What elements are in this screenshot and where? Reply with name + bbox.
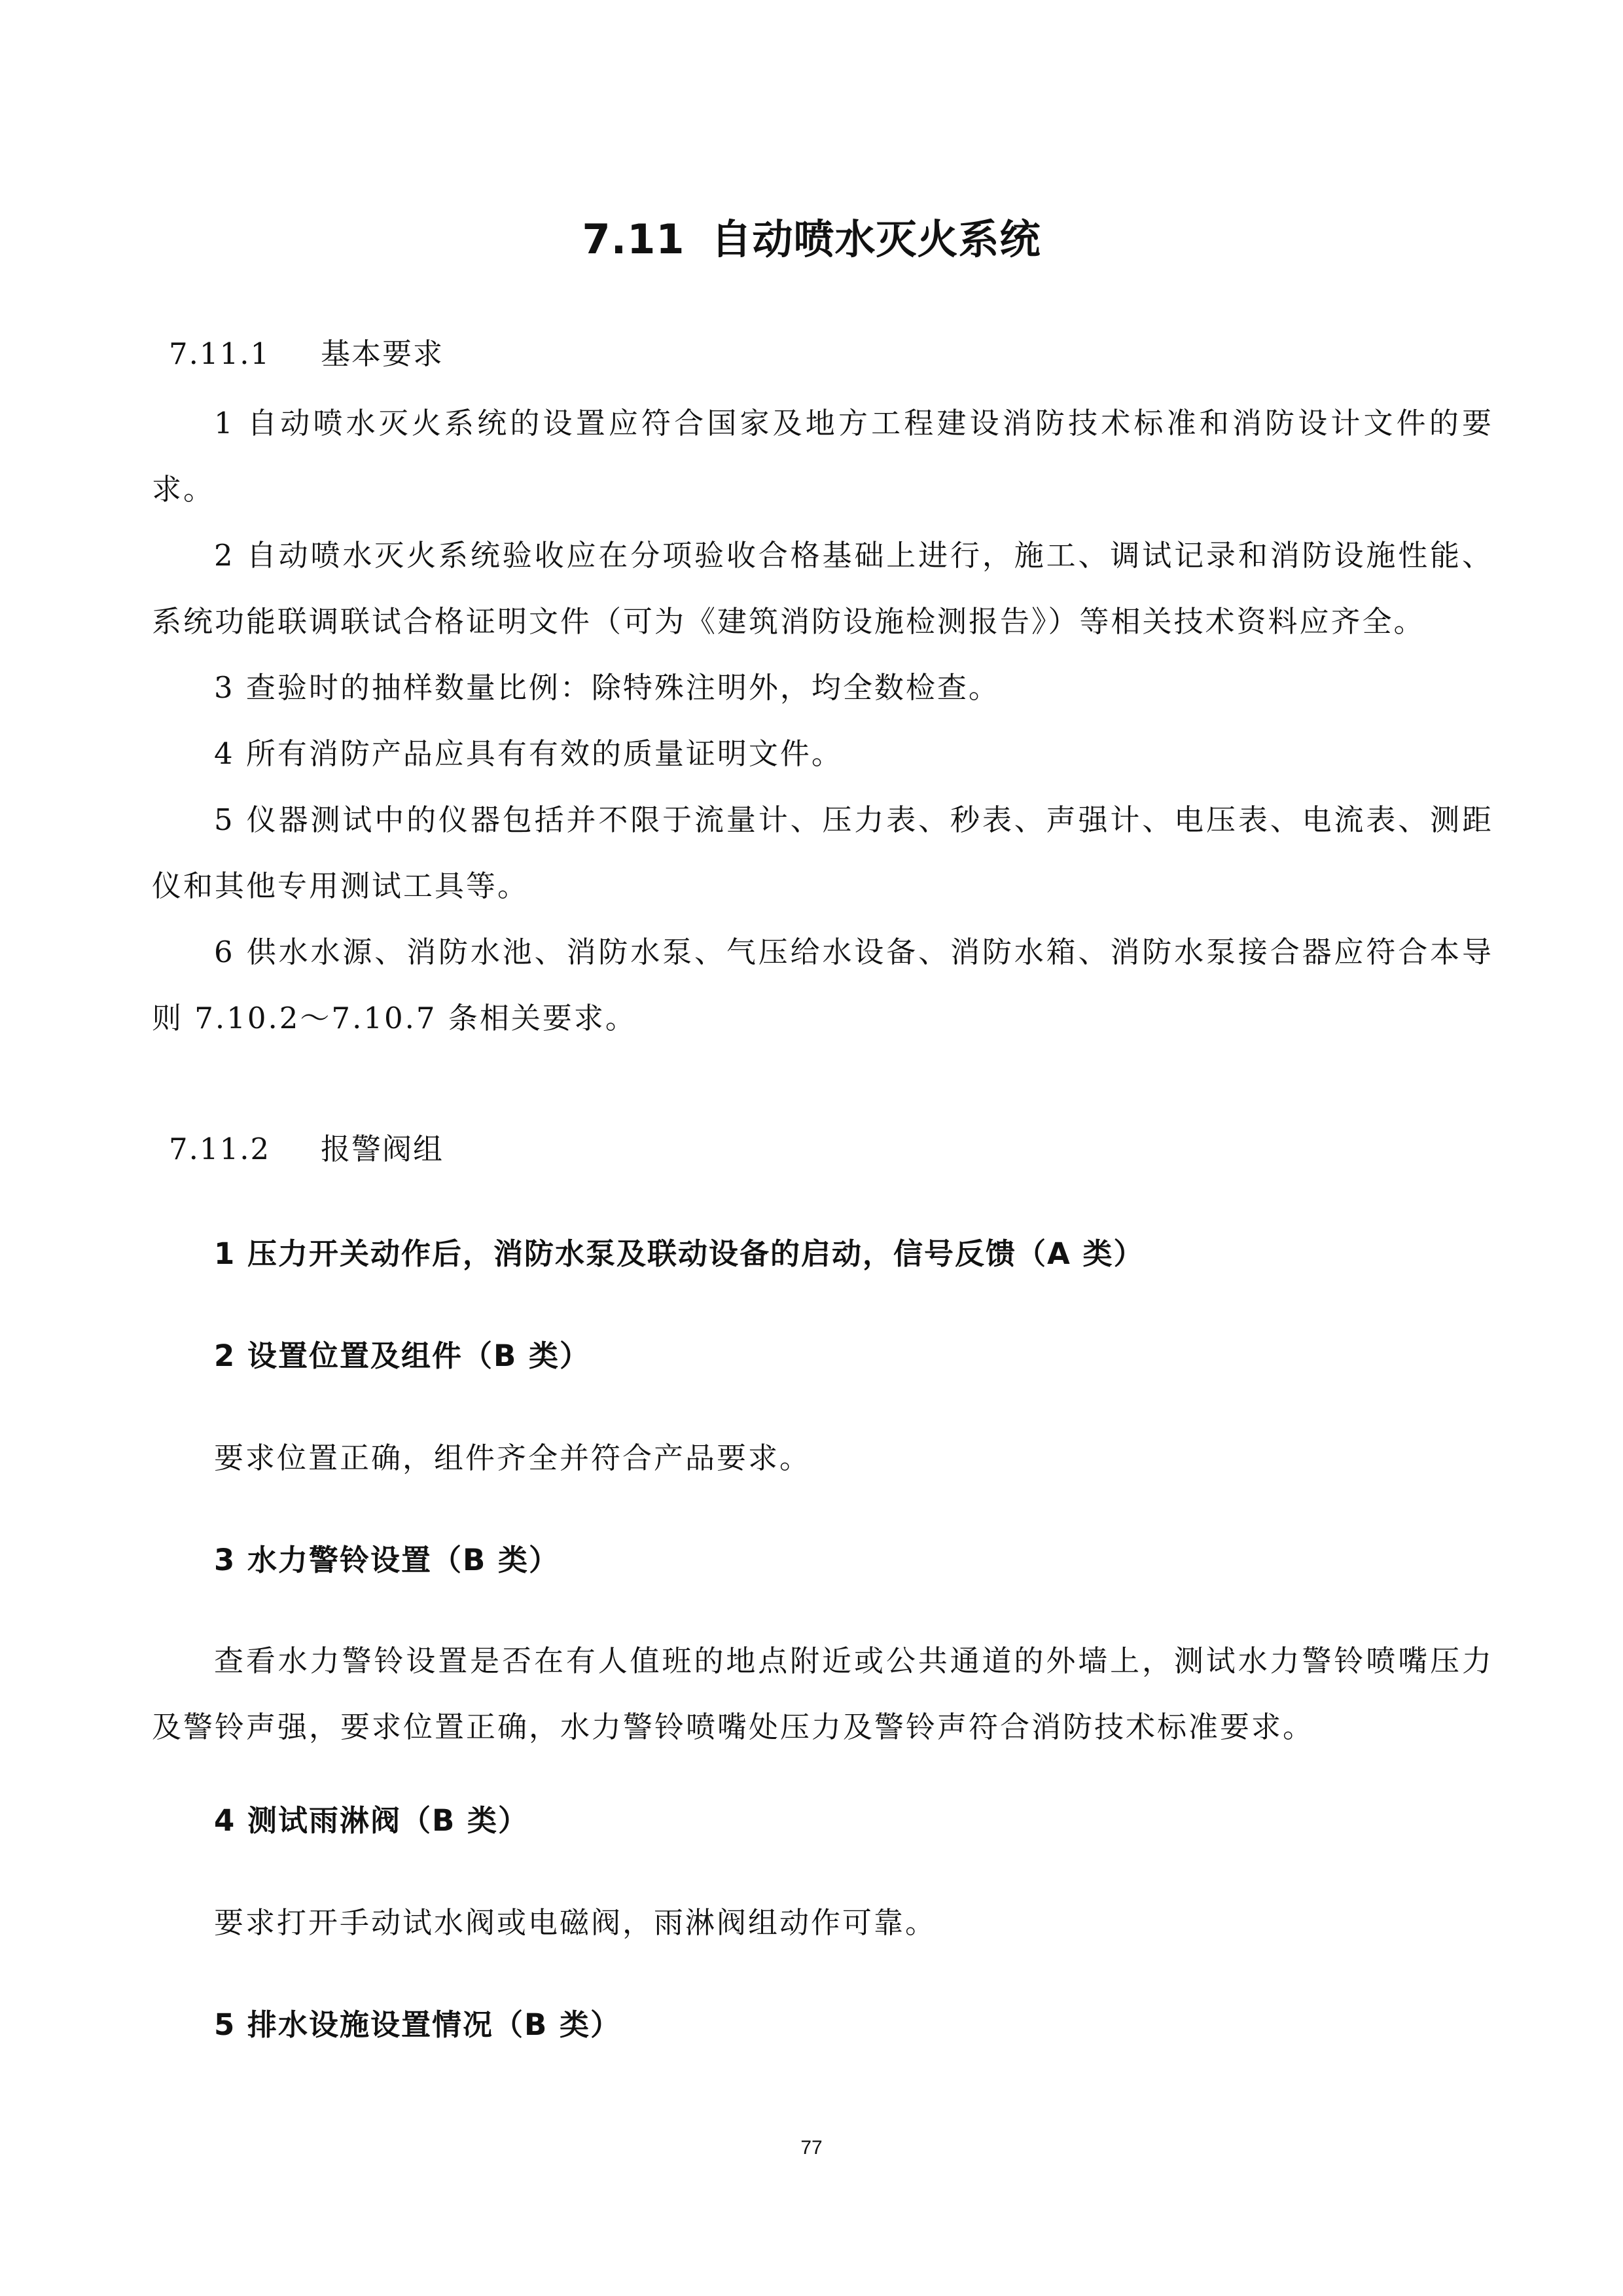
alarm-item-3-heading: 3 水力警铃设置（B 类） [214, 1543, 560, 1577]
section-heading-basic-requirements [169, 331, 444, 378]
page-title [0, 208, 1623, 271]
title-text: 自动喷水灭火系统 [711, 215, 1041, 263]
requirement-item-6: 6 供水水源、消防水池、消防水泵、气压给水设备、消防水箱、消防水泵接合器应符合本导则 7.10.2～7.10.7 条相关要求。 [152, 935, 1494, 1035]
requirement-item-1: 1 自动喷水灭火系统的设置应符合国家及地方工程建设消防技术标准和消防设计文件的要求。 [152, 406, 1493, 507]
alarm-item-3-text: 查看水力警铃设置是否在有人值班的地点附近或公共通道的外墙上，测试水力警铃喷嘴压力及警铃声强，要求位置正确，水力警铃喷嘴处压力及警铃声符合消防技术标准要求。 [152, 1643, 1493, 1744]
alarm-item-1-heading: 1 压力开关动作后，消防水泵及联动设备的启动，信号反馈（A 类） [214, 1236, 1145, 1271]
alarm-item-4-heading: 4 测试雨淋阀（B 类） [214, 1803, 529, 1838]
alarm-item-4-text: 要求打开手动试水阀或电磁阀，雨淋阀组动作可靠。 [214, 1905, 937, 1940]
section-title: 报警阀组 [321, 1132, 444, 1166]
page-number: 77 [800, 2137, 823, 2159]
title-number: 7.11 [582, 215, 685, 263]
alarm-item-5-heading: 5 排水设施设置情况（B 类） [214, 2007, 621, 2042]
section-title: 基本要求 [321, 336, 444, 371]
alarm-item-2-text: 要求位置正确，组件齐全并符合产品要求。 [214, 1441, 812, 1475]
section-number: 7.11.1 [169, 336, 271, 371]
requirement-item-4: 4 所有消防产品应具有有效的质量证明文件。 [214, 736, 843, 771]
requirement-item-3: 3 查验时的抽样数量比例：除特殊注明外，均全数检查。 [214, 670, 1000, 705]
section-heading-alarm-valve [169, 1126, 444, 1173]
requirement-item-5: 5 仪器测试中的仪器包括并不限于流量计、压力表、秒表、声强计、电压表、电流表、测距仪和其他专用测试工具等。 [152, 802, 1494, 903]
alarm-item-2-heading: 2 设置位置及组件（B 类） [214, 1338, 590, 1373]
section-number: 7.11.2 [169, 1132, 271, 1166]
requirement-item-2: 2 自动喷水灭火系统验收应在分项验收合格基础上进行，施工、调试记录和消防设施性能、系统功能联调联试合格证明文件（可为《建筑消防设施检测报告》）等相关技术资料应齐全。 [152, 538, 1494, 639]
